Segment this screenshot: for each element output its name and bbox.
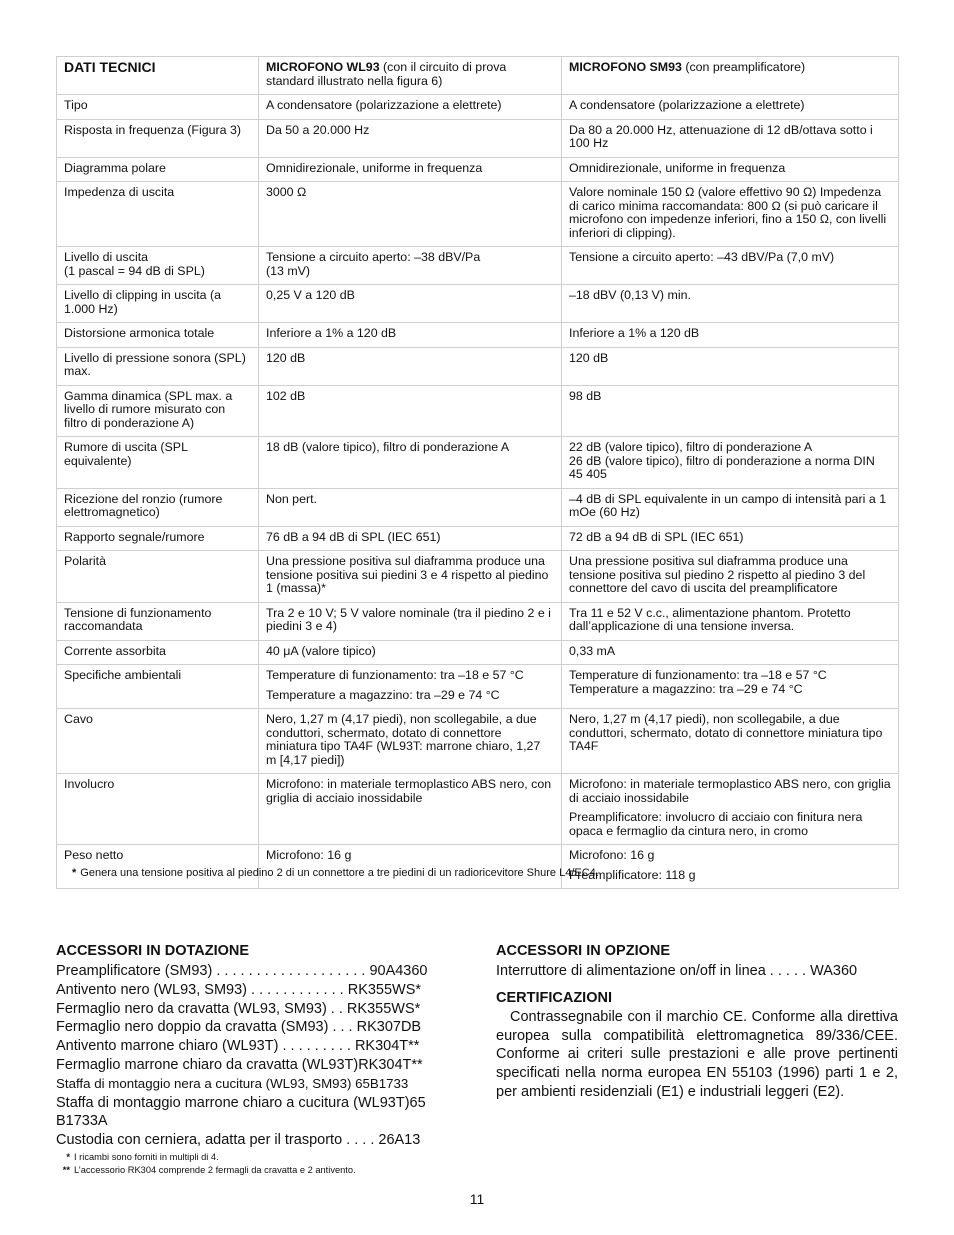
- table-row: [57, 774, 899, 845]
- spec-value-wl93: [259, 709, 562, 774]
- spec-label: Tensione di funzionamento raccomandata: [57, 602, 259, 640]
- header-wl93: [259, 57, 562, 95]
- right-column: [496, 943, 898, 1102]
- spec-value-line: Da 80 a 20.000 Hz, attenuazione di 12 dB/ottava sotto i 100 Hz: [569, 122, 873, 150]
- table-row: [57, 551, 899, 603]
- header-wl93-note: (con il circuito di prova standard illustrato nella figura 6): [266, 60, 507, 88]
- spec-value-line: –4 dB di SPL equivalente in un campo di intensità pari a 1 mOe (60 Hz): [569, 491, 887, 519]
- spec-value-sm93: [562, 95, 899, 120]
- spec-value-sm93: [562, 845, 899, 889]
- spec-value-line: Inferiore a 1% a 120 dB: [569, 326, 700, 340]
- spec-value-wl93: [259, 347, 562, 385]
- spec-value-wl93: [259, 285, 562, 323]
- certifications-text: Contrassegnabile con il marchio CE. Conforme alla direttiva europea sulla compatibilità elettromagnetica 89/336/CEE. Conforme ai criteri sulle prestazioni e alle prove pertinenti specificati nella norma europea EN 55103 (1996) parti 1 e 2, per ambienti residenziali (E1) e industriali leggeri (E2).: [496, 1008, 898, 1100]
- page-number: 11: [469, 1191, 485, 1207]
- spec-label: Polarità: [57, 551, 259, 603]
- table-footnote: [72, 867, 599, 879]
- spec-value-wl93: [259, 774, 562, 845]
- table-row: [57, 285, 899, 323]
- accessory-item: Custodia con cerniera, adatta per il trasporto . . . . 26A13: [56, 1132, 421, 1149]
- spec-value-sm93: [562, 285, 899, 323]
- spec-label: Cavo: [57, 709, 259, 774]
- spec-value-wl93: [259, 247, 562, 285]
- spec-label: Distorsione armonica totale: [57, 323, 259, 348]
- accessory-note-mark: *: [66, 1151, 70, 1162]
- spec-value-wl93: [259, 551, 562, 603]
- spec-value-line: 120 dB: [569, 350, 609, 365]
- spec-label: Impedenza di uscita: [57, 182, 259, 247]
- specifications-table-body: [57, 57, 899, 889]
- table-row: [57, 323, 899, 348]
- spec-value-line: Tra 2 e 10 V; 5 V valore nominale (tra il piedino 2 e i piedini 3 e 4): [266, 605, 551, 633]
- spec-value-sm93: [562, 774, 899, 845]
- accessory-item: Staffa di montaggio nera a cucitura (WL93, SM93) 65B1733: [56, 1075, 409, 1091]
- spec-value-line: 120 dB: [266, 350, 306, 365]
- spec-value-line: 18 dB (valore tipico), filtro di ponderazione A: [266, 440, 510, 454]
- spec-value-line: 72 dB a 94 dB di SPL (IEC 651): [569, 529, 744, 544]
- spec-value-line: Microfono: in materiale termoplastico ABS nero, con griglia di acciaio inossidabile: [569, 777, 891, 805]
- spec-value-line: 0,33 mA: [569, 643, 616, 658]
- spec-label: Gamma dinamica (SPL max. a livello di rumore misurato con filtro di ponderazione A): [57, 385, 259, 437]
- spec-label: Peso netto: [57, 845, 259, 889]
- header-wl93-name: MICROFONO WL93: [266, 60, 380, 74]
- accessory-item: Fermaglio nero da cravatta (WL93, SM93) . . RK355WS*: [56, 1000, 421, 1017]
- accessories-notes: [56, 1151, 450, 1177]
- accessory-item: Antivento nero (WL93, SM93) . . . . . . . . . . . . RK355WS*: [56, 981, 422, 998]
- spec-value-line: Tensione a circuito aperto: –43 dBV/Pa (7,0 mV): [569, 250, 835, 264]
- spec-label: Livello di uscita (1 pascal = 94 dB di SPL): [57, 247, 259, 285]
- table-row: [57, 347, 899, 385]
- spec-value-line: Una pressione positiva sul diaframma produce una tensione positiva sul piedino 2 rispetto al piedino 3 del connettore del cavo di uscita del preamplificatore: [569, 554, 866, 595]
- spec-value-line: Temperature di funzionamento: tra –18 e 57 °C: [266, 668, 524, 682]
- table-row: [57, 709, 899, 774]
- accessories-included-section: [56, 943, 450, 1177]
- table-row: [57, 526, 899, 551]
- accessory-note-mark: **: [62, 1164, 70, 1175]
- spec-value-line: Da 50 a 20.000 Hz: [266, 122, 370, 137]
- spec-value-line: Preamplificatore: 118 g: [569, 867, 696, 882]
- spec-value-line: Preamplificatore: involucro di acciaio con finitura nera opaca e fermaglio da cintura nero, in cromo: [569, 810, 863, 838]
- spec-value-sm93: [562, 347, 899, 385]
- spec-value-sm93: [562, 437, 899, 489]
- spec-value-wl93: [259, 602, 562, 640]
- spec-value-line: 0,25 V a 120 dB: [266, 288, 355, 302]
- spec-label: Corrente assorbita: [57, 640, 259, 665]
- certifications-title: CERTIFICAZIONI: [496, 989, 612, 1006]
- table-header-row: [57, 57, 899, 95]
- spec-label: Livello di pressione sonora (SPL) max.: [57, 347, 259, 385]
- header-specs-title: DATI TECNICI: [57, 57, 259, 95]
- spec-value-line: Temperature a magazzino: tra –29 e 74 °C: [266, 687, 500, 702]
- spec-value-line: 22 dB (valore tipico), filtro di ponderazione A 26 dB (valore tipico), filtro di ponderazione a norma DIN 45 405: [569, 440, 875, 481]
- accessory-note-text: I ricambi sono forniti in multipli di 4.: [74, 1151, 219, 1162]
- spec-value-sm93: [562, 385, 899, 437]
- spec-value-sm93: [562, 551, 899, 603]
- header-sm93: [562, 57, 899, 95]
- spec-label: Specifiche ambientali: [57, 665, 259, 709]
- spec-label: Rapporto segnale/rumore: [57, 526, 259, 551]
- spec-value-sm93: [562, 602, 899, 640]
- accessory-note: [56, 1151, 450, 1164]
- spec-value-wl93: [259, 157, 562, 182]
- spec-value-line: A condensatore (polarizzazione a elettrete): [569, 98, 805, 112]
- table-footnote-mark: *: [72, 867, 77, 879]
- spec-value-line: Omnidirezionale, uniforme in frequenza: [569, 160, 786, 175]
- accessories-optional-item: Interruttore di alimentazione on/off in linea . . . . . WA360: [496, 963, 858, 979]
- spec-value-wl93: [259, 640, 562, 665]
- spec-value-sm93: [562, 323, 899, 348]
- table-row: [57, 665, 899, 709]
- spec-value-sm93: [562, 488, 899, 526]
- spec-value-wl93: [259, 95, 562, 120]
- spec-value-wl93: [259, 665, 562, 709]
- table-row: [57, 385, 899, 437]
- spec-value-wl93: [259, 119, 562, 157]
- spec-value-line: Omnidirezionale, uniforme in frequenza: [266, 160, 483, 175]
- table-row: [57, 157, 899, 182]
- spec-value-sm93: [562, 526, 899, 551]
- spec-label: Ricezione del ronzio (rumore elettromagnetico): [57, 488, 259, 526]
- spec-value-wl93: [259, 526, 562, 551]
- spec-value-wl93: [259, 437, 562, 489]
- spec-value-line: Nero, 1,27 m (4,17 piedi), non scollegabile, a due conduttori, schermato, dotato di connettore miniatura tipo TA4F (WL93T: marrone chiaro, 1,27 m [4,17 piedi]): [266, 712, 541, 767]
- table-row: [57, 488, 899, 526]
- accessories-optional-title: ACCESSORI IN OPZIONE: [496, 943, 671, 959]
- accessory-item: Fermaglio marrone chiaro da cravatta (WL93T)RK304T**: [56, 1056, 423, 1073]
- spec-value-wl93: [259, 488, 562, 526]
- accessory-item: Antivento marrone chiaro (WL93T) . . . . . . . . . RK304T**: [56, 1038, 420, 1055]
- spec-value-line: Microfono: 16 g: [569, 848, 655, 862]
- table-row: [57, 247, 899, 285]
- spec-label: Risposta in frequenza (Figura 3): [57, 119, 259, 157]
- spec-label: Tipo: [57, 95, 259, 120]
- accessory-item: Preamplificatore (SM93) . . . . . . . . . . . . . . . . . . . 90A4360: [56, 963, 428, 979]
- spec-value-wl93: [259, 323, 562, 348]
- spec-value-sm93: [562, 665, 899, 709]
- accessory-note-text: L’accessorio RK304 comprende 2 fermagli da cravatta e 2 antivento.: [74, 1164, 356, 1175]
- spec-value-line: Microfono: in materiale termoplastico ABS nero, con griglia di acciaio inossidabile: [266, 777, 552, 805]
- spec-value-line: 102 dB: [266, 388, 306, 403]
- spec-label: Diagramma polare: [57, 157, 259, 182]
- spec-value-line: Nero, 1,27 m (4,17 piedi), non scollegabile, a due conduttori, schermato, dotato di connettore miniatura tipo TA4F: [569, 712, 883, 753]
- specifications-table: [56, 56, 899, 889]
- spec-value-line: 40 μA (valore tipico): [266, 643, 376, 658]
- spec-value-line: Valore nominale 150 Ω (valore effettivo 90 Ω) Impedenza di carico minima raccomandata: 800 Ω (si può caricare il microfono con impedenze inferiori, fino a 150 Ω, con livelli inferiori di clipping).: [569, 185, 887, 240]
- spec-value-sm93: [562, 157, 899, 182]
- spec-value-line: 76 dB a 94 dB di SPL (IEC 651): [266, 529, 441, 544]
- spec-value-line: Inferiore a 1% a 120 dB: [266, 326, 397, 340]
- spec-value-sm93: [562, 119, 899, 157]
- spec-value-line: Non pert.: [266, 491, 317, 506]
- spec-value-line: Temperature di funzionamento: tra –18 e 57 °C Temperature a magazzino: tra –29 e 74 °C: [569, 668, 827, 696]
- header-sm93-name: MICROFONO SM93: [569, 60, 682, 74]
- spec-value-line: A condensatore (polarizzazione a elettrete): [266, 98, 502, 112]
- table-row: [57, 119, 899, 157]
- accessories-included-title: ACCESSORI IN DOTAZIONE: [56, 943, 250, 959]
- spec-label: Involucro: [57, 774, 259, 845]
- table-row: [57, 182, 899, 247]
- accessory-item: Staffa di montaggio marrone chiaro a cucitura (WL93T)65 B1733A: [56, 1094, 426, 1130]
- table-row: [57, 95, 899, 120]
- accessory-note: [56, 1164, 450, 1177]
- spec-value-sm93: [562, 247, 899, 285]
- spec-value-sm93: [562, 182, 899, 247]
- accessories-included-list: [56, 962, 450, 1150]
- table-row: [57, 602, 899, 640]
- spec-value-line: Una pressione positiva sul diaframma produce una tensione positiva sui piedini 3 e 4 rispetto al piedino 1 (massa)*: [266, 554, 549, 595]
- table-row: [57, 437, 899, 489]
- spec-label: Rumore di uscita (SPL equivalente): [57, 437, 259, 489]
- spec-value-wl93: [259, 182, 562, 247]
- spec-value-sm93: [562, 640, 899, 665]
- spec-value-sm93: [562, 709, 899, 774]
- spec-value-line: Tra 11 e 52 V c.c., alimentazione phantom. Protetto dall’applicazione di una tensione inversa.: [569, 605, 851, 633]
- spec-label: Livello di clipping in uscita (a 1.000 Hz): [57, 285, 259, 323]
- table-row: [57, 640, 899, 665]
- accessory-item: Fermaglio nero doppio da cravatta (SM93) . . . RK307DB: [56, 1019, 422, 1036]
- table-footnote-text: Genera una tensione positiva al piedino 2 di un connettore a tre piedini di un radioricevitore Shure L4/EC4.: [80, 867, 599, 879]
- spec-value-line: –18 dBV (0,13 V) min.: [569, 288, 691, 302]
- spec-value-line: 98 dB: [569, 388, 602, 403]
- spec-value-wl93: [259, 385, 562, 437]
- spec-value-line: Tensione a circuito aperto: –38 dBV/Pa (13 mV): [266, 250, 481, 278]
- header-sm93-note: (con preamplificatore): [681, 60, 806, 74]
- spec-value-line: Microfono: 16 g: [266, 848, 352, 862]
- spec-value-line: 3000 Ω: [266, 185, 307, 199]
